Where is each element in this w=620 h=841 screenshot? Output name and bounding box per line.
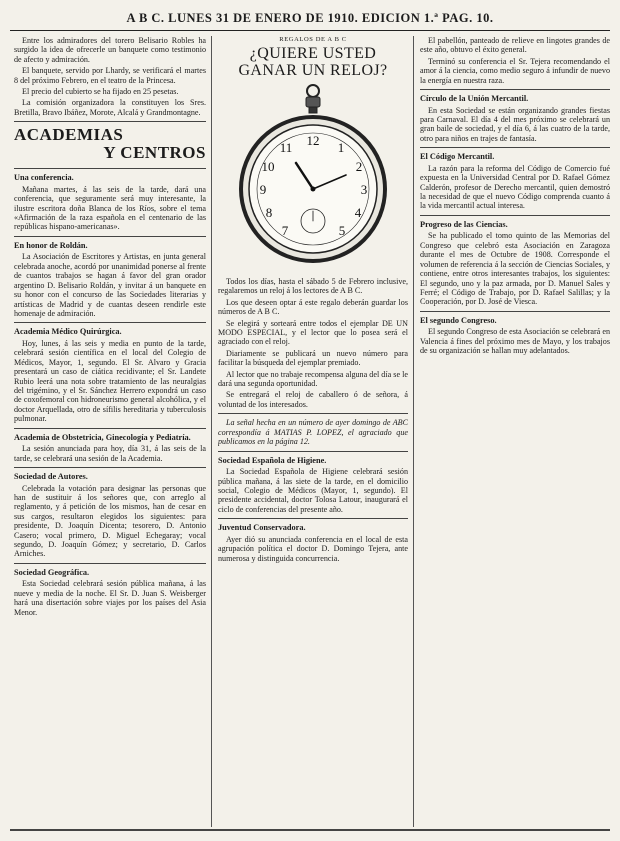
section-heading: [14, 126, 206, 162]
contest-paragraph-2: Los que deseen optar á este regalo deberán guardar los números de A B C.: [218, 297, 408, 317]
divider: [420, 311, 610, 312]
svg-text:7: 7: [281, 223, 289, 238]
winner-notice: La señal hecha en un número de ayer domingo de ABC correspondía á MATIAS P. LOPEZ, el agraciado que publicamos en la página 12.: [218, 418, 408, 447]
column-rule-2: [413, 36, 414, 827]
article: [218, 523, 408, 563]
intro-paragraph-4: La comisión organizadora la constituyen los Sres. Bretilla, Bravo Ibáñez, Morote, Alcalá y Grandmontagne.: [14, 98, 206, 117]
divider: [14, 467, 206, 468]
article-body: En esta Sociedad se están organizando grandes fiestas para Carnaval. El día 4 del mes próximo se celebrará un gran baile de sociedad, y el día 6, á las cuatro de la tarde, otro para niños en trajes de fantasía.: [420, 105, 610, 143]
article: [14, 241, 206, 318]
divider: [14, 121, 206, 122]
intro-paragraph-1: El pabellón, panteado de relieve en lingotes grandes de este año, obtuvo el éxito general.: [420, 36, 610, 55]
svg-text:2: 2: [355, 159, 363, 174]
contest-paragraph-3: Se elegirá y sorteará entre todos el ejemplar DE UN MODO ESPECIAL, y el lector que lo posea será el agraciado con el reloj.: [218, 318, 408, 347]
article-body: La razón para la reforma del Código de Comercio fué expuesta en la Universidad Central por D. Rafael Gómez Calderón, profesor de Derecho mercantil, quien demostró la necesidad de que el nuevo Código comprenda cuanto á la vida mercantil actual interesa.: [420, 163, 610, 211]
divider: [218, 413, 408, 414]
article-title: En honor de Roldán.: [14, 240, 88, 250]
article: [420, 94, 610, 143]
divider: [14, 563, 206, 564]
article-body: Mañana martes, á las seis de la tarde, dará una conferencia, que seguramente será muy interesante, la ilustre escritora doña Blanca de los Ríos, sobre el tema «Afirmación de la raza española en el centenario de las repúblicas hispano-americanas».: [14, 184, 206, 232]
svg-text:9: 9: [259, 182, 267, 197]
article: [218, 456, 408, 515]
divider: [14, 428, 206, 429]
svg-text:12: 12: [306, 133, 320, 148]
article-body: El segundo Congreso de esta Asociación se celebrará en Valencia á fines del próximo mes de Mayo, y los trabajos de su organización se hallan muy adelantados.: [420, 327, 610, 356]
contest-paragraph-1: Todos los días, hasta el sábado 5 de Febrero inclusive, regalaremos un reloj á los lectores de A B C.: [218, 277, 408, 296]
column-1: [14, 36, 206, 827]
section-heading-line-1: ACADEMIAS: [14, 125, 124, 145]
article-title: El Código Mercantil.: [420, 152, 495, 162]
divider: [218, 518, 408, 519]
article-title: Academia de Obstetricia, Ginecología y Pediatría.: [14, 432, 191, 442]
intro-paragraph-2: Terminó su conferencia el Sr. Tejera recomendando el amor á la ciencia, como medio seguro á infundir de nuevo la energía en nuestra raza.: [420, 56, 610, 85]
column-2: [218, 36, 408, 827]
article-body: La Sociedad Española de Higiene celebrará sesión pública mañana, á las siete de la tarde, en el domicilio social, Colegio de Médicos (Mayor, 1, segundo). El presidente accidental, doctor Tolosa Latour, inaugurará el ciclo de conferencias del presente año.: [218, 467, 408, 514]
article-title: El segundo Congreso.: [420, 315, 497, 325]
header-text: A B C. LUNES 31 DE ENERO DE 1910. EDICION 1.ª PAG. 10.: [126, 10, 494, 25]
article-body: La Asociación de Escritores y Artistas, en junta general celebrada anoche, acordó por unanimidad ponerse al frente de cuantos trabajos se hagan á favor del gran orador argentino D. Belisario Roldán, y invitar á un banquete en su honor con el concurso de las Sociedades literarias y artísticas de Madrid y de cuantas deseen rendirle este homenaje de admiración.: [14, 252, 206, 318]
headline-line-1: ¿QUIERE USTED: [249, 45, 377, 62]
article: [14, 472, 206, 559]
divider: [420, 89, 610, 90]
section-heading-line-2: Y CENTROS: [103, 143, 206, 163]
article-title: Una conferencia.: [14, 173, 74, 183]
article-title: Sociedad Española de Higiene.: [218, 455, 327, 465]
article: [14, 433, 206, 463]
intro-paragraph-3: El precio del cubierto se ha fijado en 25 pesetas.: [22, 87, 179, 97]
article: [14, 173, 206, 232]
article-body: La sesión anunciada para hoy, día 31, á las seis de la tarde, se celebrará una sesión de la Academia.: [14, 444, 206, 463]
contest-paragraph-5: Al lector que no trabaje recompensa alguna del día se le dará una segunda oportunidad.: [218, 369, 408, 389]
intro-paragraph-1: Entre los admiradores del torero Belisario Robles ha surgido la idea de ofrecerle un banquete como testimonio de afecto y admiración.: [14, 36, 206, 64]
article-title: Juventud Conservadora.: [218, 523, 306, 533]
article-body: Celebrada la votación para designar las personas que han de sustituir á los señores que, con arreglo al reglamento, y á petición de los mismos, han de cesar en sus cargos, resultaron elegidos los siguientes: para presidente, D. Joaquín Dicenta; tesorero, D. Antonio Casero; vocal primero, D. Miguel Echegaray; vocal segundo, D. Joaquín Gómez; y secretario, D. Carlos Arniches.: [14, 483, 206, 559]
article-title: Academia Médico Quirúrgica.: [14, 327, 122, 337]
svg-text:5: 5: [338, 223, 346, 238]
contest-paragraph-4: Diariamente se publicará un nuevo número para facilitar la búsqueda del ejemplar premiado.: [218, 348, 408, 368]
intro-paragraph-2: El banquete, servido por Lhardy, se verificará el martes 8 del próximo Febrero, en el teatro de la Princesa.: [14, 66, 206, 85]
svg-text:11: 11: [279, 140, 293, 155]
kicker: REGALOS DE A B C: [279, 36, 347, 43]
divider: [218, 451, 408, 452]
svg-text:3: 3: [360, 182, 368, 197]
article-body: Se ha publicado el tomo quinto de las Memorias del Congreso que celebró esta Asociación en Zaragoza durante el mes de Octubre de 1908. Corresponde el volumen de referencia á la sección de Ciencias Sociales, y contiene, entre otros interesantes trabajos, los siguientes: El segundo, uno y la paz armada, por D. Manuel Sales y Ferré; el Código de Trabajo, por D. Rafael Salillas; y la Cooperación, por D. José de Viesca.: [420, 231, 610, 307]
svg-text:4: 4: [354, 205, 362, 220]
article-title: Sociedad Geográfica.: [14, 567, 90, 577]
contest-paragraph-6: Se entregará el reloj de caballero ó de señora, á voluntad de los interesados.: [218, 390, 408, 409]
divider: [14, 168, 206, 169]
divider: [14, 322, 206, 323]
article: [420, 316, 610, 356]
svg-text:8: 8: [265, 205, 273, 220]
page-header: [10, 6, 610, 31]
svg-text:10: 10: [261, 159, 275, 174]
divider: [14, 236, 206, 237]
article-body: Esta Sociedad celebrará sesión pública mañana, á las nueve y media de la noche. El Sr. D. Juan S. Weisberger hará una disertación sobre viajes por los países del Asia Menor.: [14, 579, 206, 617]
column-rule-1: [211, 36, 212, 827]
headline-line-2: GANAR UN RELOJ?: [238, 62, 388, 79]
article-body: Ayer dió su anunciada conferencia en el local de esta agrupación política el doctor D. Domingo Tejera, ante numerosa y distinguida concurrencia.: [218, 534, 408, 563]
article: [14, 568, 206, 617]
page-footer-rule: [10, 829, 610, 837]
article-title: Sociedad de Autores.: [14, 471, 88, 481]
article-body: Hoy, lunes, á las seis y media en punto de la tarde, celebrará sesión científica en el local del Colegio de Médicos, Mayor, 1, segundo. El Sr. Alvaro y Gracia presentará un caso de ciática recidivante; el Sr. Landete Rubio leerá una nota sobre tratamiento de las neuralgias del trigémino, y el Sr. Sánchez Herrero expondrá un caso de coxofemoral con hidroneurismo general alcohólica, y el doctor Arquellada, otro de sífilis hereditaria y tuberculosis pulmonar.: [14, 338, 206, 424]
divider: [420, 215, 610, 216]
article-title: Progreso de las Ciencias.: [420, 219, 508, 229]
column-3: [420, 36, 610, 827]
article-title: Círculo de la Unión Mercantil.: [420, 94, 529, 104]
article: [420, 220, 610, 307]
article: [420, 152, 610, 211]
divider: [420, 147, 610, 148]
article: [14, 327, 206, 423]
pocket-watch-illustration: [238, 83, 388, 273]
svg-text:1: 1: [337, 140, 345, 155]
